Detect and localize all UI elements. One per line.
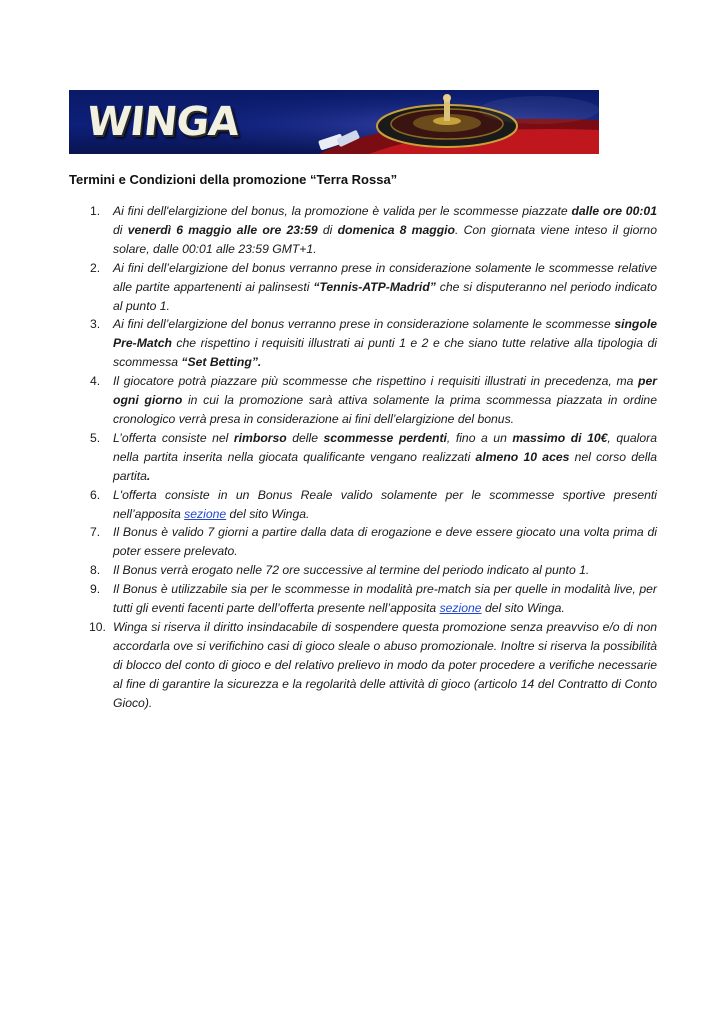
sezione-link[interactable]: sezione — [184, 506, 227, 521]
winga-logo: WINGA — [84, 99, 241, 145]
list-item: 3. Ai fini dell’elargizione del bonus verranno prese in considerazione solamente le scommesse singole Pre-Match che rispettino i requisiti illustrati ai punti 1 e 2 e che siano tutte relative alla tipologia di scommessa “Set Betting”. — [90, 317, 657, 370]
document-title: Termini e Condizioni della promozione “Terra Rossa” — [69, 172, 398, 187]
list-item: 8. Il Bonus verrà erogato nelle 72 ore successive al termine del periodo indicato al punto 1. — [90, 563, 590, 578]
list-item: 4. Il giocatore potrà piazzare più scommesse che rispettino i requisiti illustrati in precedenza, ma per ogni giorno in cui la promozione sarà attiva solamente la prima scommessa piazzata in ordine cronologico verrà presa in considerazione ai fini dell’elargizione del bonus. — [90, 374, 657, 426]
list-item: 2. Ai fini dell’elargizione del bonus verranno prese in considerazione solamente le scommesse relative alle partite appartenenti ai palinsesti “Tennis-ATP-Madrid” che si disputeranno nel periodo indicato al punto 1. — [90, 260, 657, 313]
list-item: 6. L'offerta consiste in un Bonus Reale valido solamente per le scommesse sportive presenti nell’apposita sezione del sito Winga. — [90, 487, 657, 521]
header-banner — [69, 90, 599, 154]
list-item: 1. Ai fini dell'elargizione del bonus, la promozione è valida per le scommesse piazzate dalle ore 00:01 di venerdì 6 maggio alle ore 23:59 di domenica 8 maggio. Con giornata viene inteso il giorno solare, dalle 00:01 alle 23:59 GMT+1. — [90, 204, 657, 256]
sezione-link[interactable]: sezione — [439, 601, 482, 616]
list-item: 10. Winga si riserva il diritto insindacabile di sospendere questa promozione senza preavviso e/o di non accordarla ove si verifichino casi di gioco sleale o abuso promozionale. Inoltre si riserva la possibilità di blocco del conto di gioco e del relativo prelievo in modo da poter procedere a verifiche necessarie al fine di garantire la sicurezza e la regolarità delle attività di gioco (articolo 14 del Contratto di Conto Gioco). — [89, 619, 657, 710]
list-item: 9. Il Bonus è utilizzabile sia per le scommesse in modalità pre-match sia per quelle in modalità live, per tutti gli eventi facenti parte dell’offerta presente nell’apposita sezione del sito Winga. — [90, 582, 657, 616]
terms-list — [69, 202, 657, 712]
list-item: 7. Il Bonus è valido 7 giorni a partire dalla data di erogazione e deve essere giocato una volta prima di poter essere prelevato. — [90, 525, 657, 559]
list-item: 5. L’offerta consiste nel rimborso delle scommesse perdenti, fino a un massimo di 10€, qualora nella partita inserita nella giocata qualificante vengano realizzati almeno 10 aces nel corso della partita. — [90, 430, 657, 483]
